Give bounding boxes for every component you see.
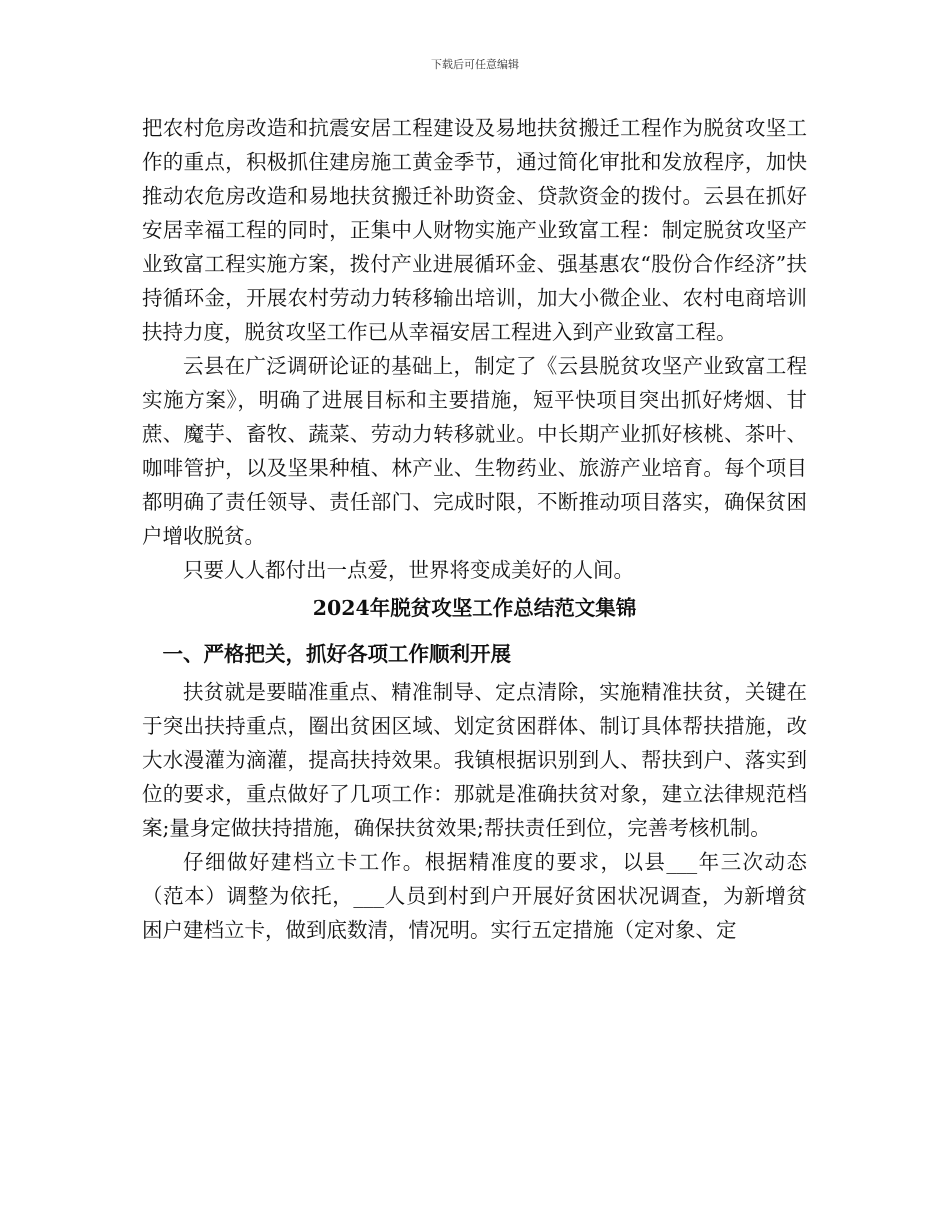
body-paragraph: 云县在广泛调研论证的基础上，制定了《云县脱贫攻坚产业致富工程实施方案》，明确了进展目标和主要措施，短平快项目突出抓好烤烟、甘蔗、魔芋、畜牧、蔬菜、劳动力转移就业。中长期产业抓好核桃、茶叶、咖啡管护，以及坚果种植、林产业、生物药业、旅游产业培育。每个项目都明确了责任领导、责任部门、完成时限，不断推动项目落实，确保贫困户增收脱贫。	[142, 354, 807, 548]
header-note: 下载后可任意编辑	[431, 58, 519, 71]
document-body	[142, 111, 807, 947]
section-paragraph: 扶贫就是要瞄准重点、精准制导、定点清除，实施精准扶贫，关键在于突出扶持重点，圈出贫困区域、划定贫困群体、制订具体帮扶措施，改大水漫灌为滴灌，提高扶持效果。我镇根据识别到人、帮扶到户、落实到位的要求，重点做好了几项工作：那就是准确扶贫对象，建立法律规范档案;量身定做扶持措施，确保扶贫效果;帮扶责任到位，完善考核机制。	[142, 680, 807, 840]
document-title: 2024年脱贫攻坚工作总结范文集锦	[312, 596, 637, 620]
section-heading: 一、严格把关，抓好各项工作顺利开展	[162, 642, 511, 666]
section-paragraph: 仔细做好建档立卡工作。根据精准度的要求，以县___年三次动态（范本）调整为依托，___人员到村到户开展好贫困状况调查，为新增贫困户建档立卡，做到底数清，情况明。实行五定措施（定对象、定	[142, 850, 807, 942]
body-paragraph: 只要人人都付出一点爱，世界将变成美好的人间。	[183, 558, 634, 582]
body-paragraph: 把农村危房改造和抗震安居工程建设及易地扶贫搬迁工程作为脱贫攻坚工作的重点，积极抓住建房施工黄金季节，通过简化审批和发放程序，加快推动农危房改造和易地扶贫搬迁补助资金、贷款资金的拨付。云县在抓好安居幸福工程的同时，正集中人财物实施产业致富工程：制定脱贫攻坚产业致富工程实施方案，拨付产业进展循环金、强基惠农“股份合作经济”扶持循环金，开展农村劳动力转移输出培训，加大小微企业、农村电商培训扶持力度，脱贫攻坚工作已从幸福安居工程进入到产业致富工程。	[142, 116, 807, 344]
